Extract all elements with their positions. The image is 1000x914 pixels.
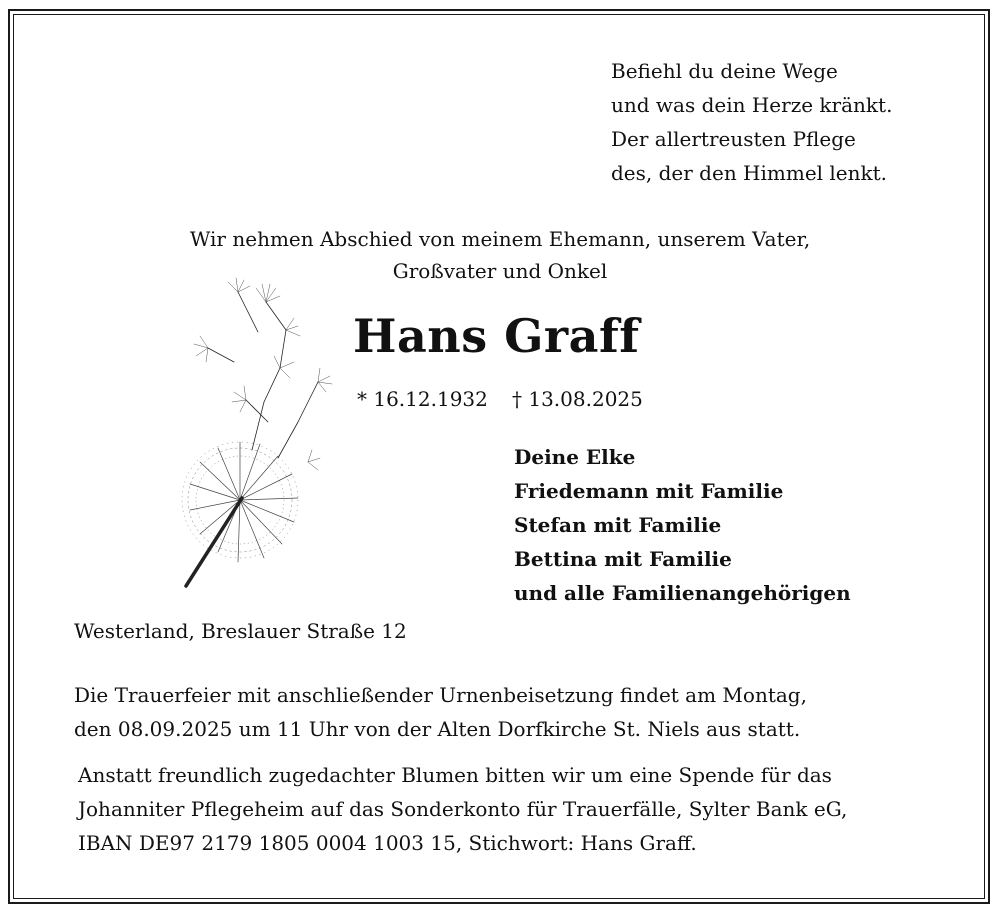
birth-date: * 16.12.1932 bbox=[357, 387, 488, 411]
ceremony-line-2: den 08.09.2025 um 11 Uhr von der Alten Dorfkirche St. Niels aus statt. bbox=[74, 717, 801, 741]
family-line-2: Friedemann mit Familie bbox=[514, 479, 784, 503]
donation-line-1: Anstatt freundlich zugedachter Blumen bitten wir um eine Spende für das bbox=[78, 763, 832, 787]
deceased-name: Hans Graff bbox=[353, 309, 640, 363]
verse-line-4: des, der den Himmel lenkt. bbox=[611, 161, 888, 185]
intro-line-1: Wir nehmen Abschied von meinem Ehemann, unserem Vater, bbox=[189, 227, 811, 251]
verse-line-1: Befiehl du deine Wege bbox=[611, 59, 838, 83]
family-line-5: und alle Familienangehörigen bbox=[514, 581, 851, 605]
family-line-4: Bettina mit Familie bbox=[514, 547, 732, 571]
donation-line-3: IBAN DE97 2179 1805 0004 1003 15, Stichwort: Hans Graff. bbox=[78, 831, 697, 855]
family-line-3: Stefan mit Familie bbox=[514, 513, 722, 537]
dandelion-icon bbox=[168, 272, 348, 592]
ceremony-line-1: Die Trauerfeier mit anschließender Urnenbeisetzung findet am Montag, bbox=[74, 683, 807, 707]
intro-line-2: Großvater und Onkel bbox=[392, 259, 608, 283]
death-date: † 13.08.2025 bbox=[512, 387, 643, 411]
donation-line-2: Johanniter Pflegeheim auf das Sonderkonto für Trauerfälle, Sylter Bank eG, bbox=[78, 797, 848, 821]
verse-line-2: und was dein Herze kränkt. bbox=[611, 93, 893, 117]
address: Westerland, Breslauer Straße 12 bbox=[74, 619, 407, 643]
verse-line-3: Der allertreusten Pflege bbox=[611, 127, 856, 151]
family-line-1: Deine Elke bbox=[514, 445, 636, 469]
